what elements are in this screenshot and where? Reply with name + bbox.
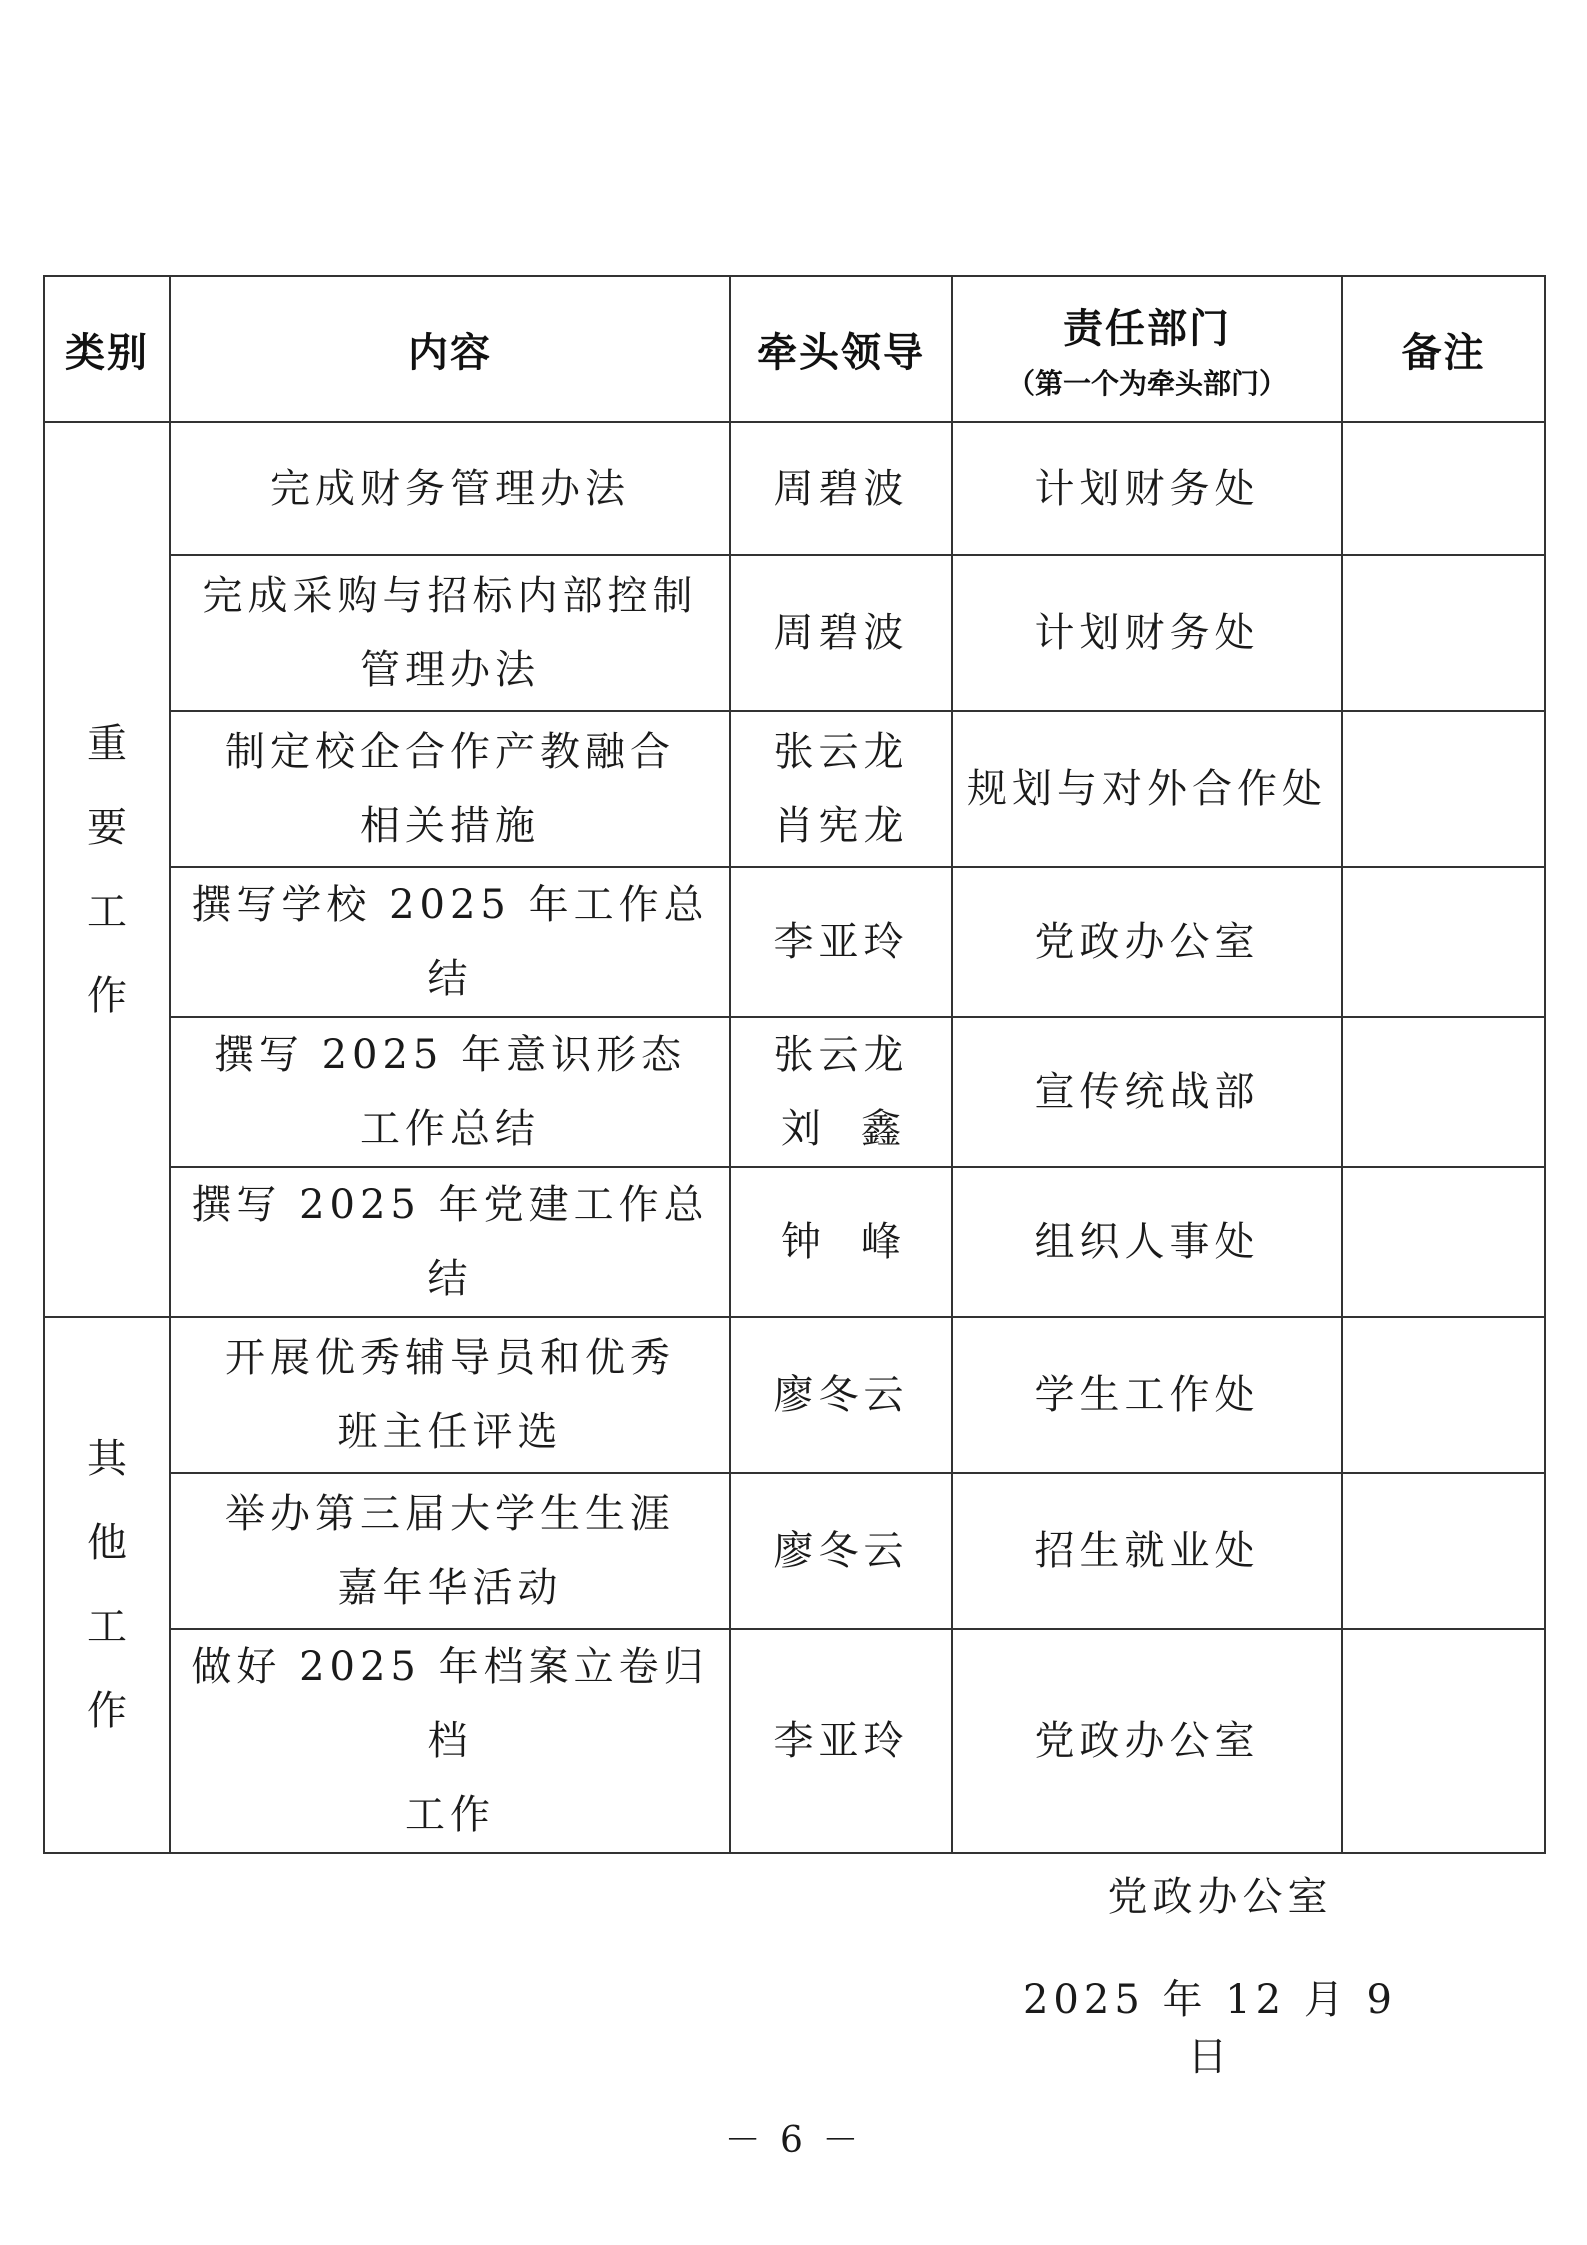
leader-name: 张云龙 — [773, 1032, 909, 1078]
table-row — [44, 1473, 1545, 1629]
remark-cell — [1342, 1317, 1545, 1473]
content-line: 工作总结 — [360, 1106, 540, 1152]
content-cell — [170, 1167, 730, 1317]
header-category: 类别 — [44, 276, 170, 422]
content-cell — [170, 867, 730, 1017]
table-row — [44, 1317, 1545, 1473]
leader-name: 廖冬云 — [773, 1528, 909, 1574]
table-row — [44, 422, 1545, 555]
leader-name: 廖冬云 — [773, 1372, 909, 1418]
remark-cell — [1342, 1167, 1545, 1317]
table-row — [44, 867, 1545, 1017]
work-plan-table — [43, 275, 1546, 1854]
content-line: 嘉年华活动 — [337, 1565, 563, 1611]
header-remark: 备注 — [1342, 276, 1545, 422]
content-cell — [170, 1017, 730, 1167]
content-line: 班主任评选 — [337, 1409, 563, 1455]
content-line: 做好 2025 年档案立卷归档 — [191, 1644, 709, 1764]
leader-cell — [730, 422, 952, 555]
content-cell — [170, 555, 730, 711]
signoff-department: 党政办公室 — [1107, 1874, 1333, 1920]
content-cell — [170, 1629, 730, 1853]
remark-cell — [1342, 1017, 1545, 1167]
content-line: 开展优秀辅导员和优秀 — [225, 1335, 675, 1381]
leader-name: 周碧波 — [773, 610, 909, 656]
remark-cell — [1342, 711, 1545, 867]
leader-name: 钟峰 — [781, 1219, 941, 1265]
content-cell — [170, 1473, 730, 1629]
content-line: 撰写 2025 年党建工作总结 — [191, 1182, 709, 1302]
signoff-date: 2025 年 12 月 9 日 — [1022, 1977, 1397, 2080]
remark-cell — [1342, 555, 1545, 711]
content-line: 举办第三届大学生生涯 — [225, 1491, 675, 1537]
dept-cell: 宣传统战部 — [952, 1017, 1342, 1167]
dept-cell: 规划与对外合作处 — [952, 711, 1342, 867]
header-dept — [952, 276, 1342, 422]
leader-name: 张云龙 — [773, 729, 909, 775]
leader-cell — [730, 867, 952, 1017]
header-dept-note: （第一个为牵头部门） — [1006, 366, 1287, 400]
table-header-row — [44, 276, 1545, 422]
leader-name: 刘鑫 — [781, 1106, 941, 1152]
leader-cell — [730, 711, 952, 867]
header-leader: 牵头领导 — [730, 276, 952, 422]
table-row — [44, 1167, 1545, 1317]
content-line: 相关措施 — [360, 803, 540, 849]
table-row — [44, 1629, 1545, 1853]
content-line: 撰写 2025 年意识形态 — [213, 1032, 687, 1078]
content-cell — [170, 711, 730, 867]
table-row — [44, 555, 1545, 711]
leader-name: 肖宪龙 — [773, 803, 909, 849]
leader-cell — [730, 1473, 952, 1629]
leader-cell — [730, 1167, 952, 1317]
category-cell-other — [44, 1317, 170, 1853]
leader-cell — [730, 1017, 952, 1167]
dept-cell: 学生工作处 — [952, 1317, 1342, 1473]
content-cell — [170, 422, 730, 555]
content-line: 完成财务管理办法 — [270, 465, 630, 512]
leader-cell — [730, 555, 952, 711]
table-row — [44, 711, 1545, 867]
signoff-block — [1000, 1865, 1420, 2082]
remark-cell — [1342, 1473, 1545, 1629]
dept-cell: 计划财务处 — [952, 422, 1342, 555]
content-line: 管理办法 — [360, 647, 540, 693]
leader-name: 李亚玲 — [773, 1718, 909, 1764]
content-line: 工作 — [405, 1792, 495, 1838]
page-number: － 6 － — [724, 2120, 863, 2161]
remark-cell — [1342, 867, 1545, 1017]
dept-cell: 组织人事处 — [952, 1167, 1342, 1317]
content-line: 完成采购与招标内部控制 — [202, 573, 698, 619]
category-label: 其他工作 — [87, 1436, 127, 1734]
category-label: 重要工作 — [87, 720, 127, 1019]
leader-cell — [730, 1317, 952, 1473]
category-cell-important — [44, 422, 170, 1317]
leader-name: 李亚玲 — [773, 919, 909, 965]
leader-cell — [730, 1629, 952, 1853]
header-content: 内容 — [170, 276, 730, 422]
content-line: 撰写学校 2025 年工作总结 — [191, 882, 709, 1002]
content-cell — [170, 1317, 730, 1473]
remark-cell — [1342, 422, 1545, 555]
content-line: 制定校企合作产教融合 — [225, 729, 675, 775]
leader-name: 周碧波 — [773, 465, 909, 512]
dept-cell: 党政办公室 — [952, 1629, 1342, 1853]
remark-cell — [1342, 1629, 1545, 1853]
dept-cell: 计划财务处 — [952, 555, 1342, 711]
table-row — [44, 1017, 1545, 1167]
dept-cell: 党政办公室 — [952, 867, 1342, 1017]
header-dept-label: 责任部门 — [1063, 305, 1231, 352]
dept-cell: 招生就业处 — [952, 1473, 1342, 1629]
